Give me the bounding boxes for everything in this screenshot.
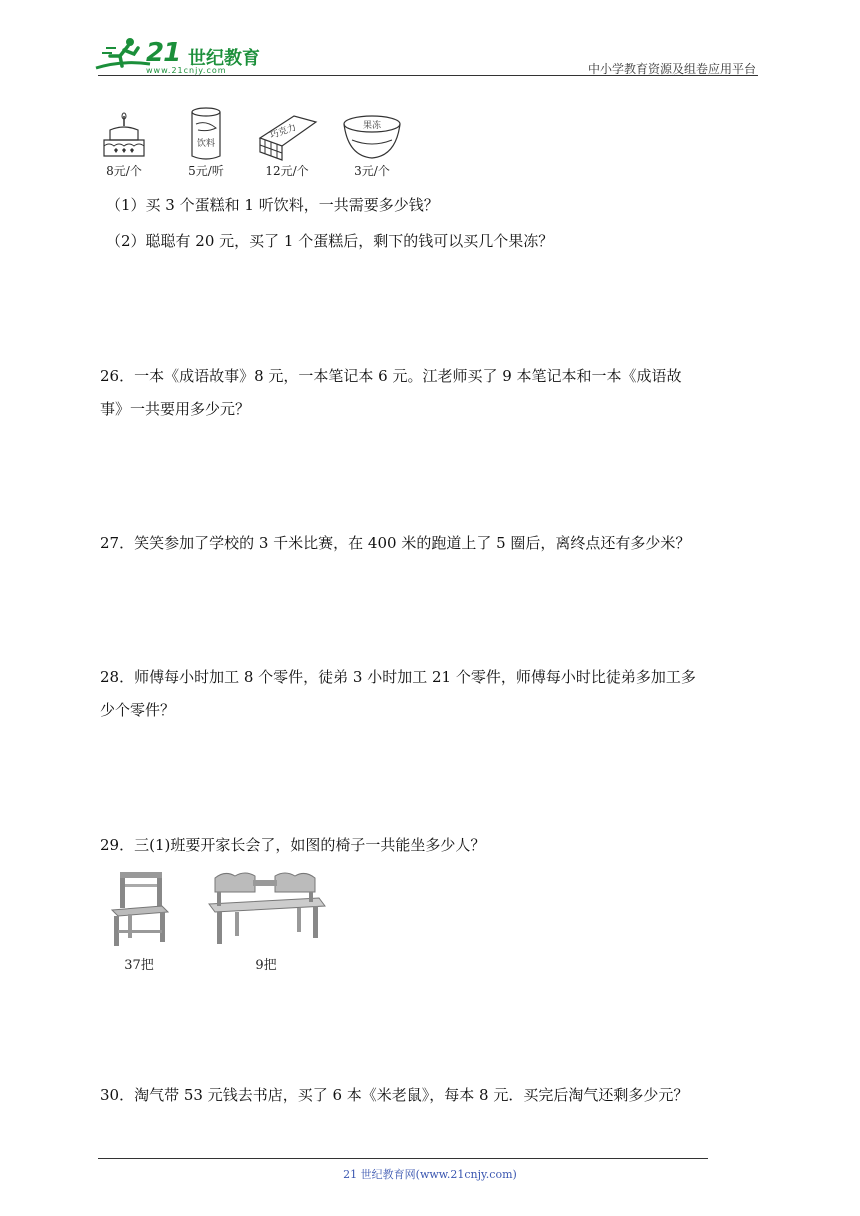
q25-sub2: （2）聪聪有 20 元，买了 1 个蛋糕后，剩下的钱可以买几个果冻？	[106, 232, 554, 250]
question-26	[100, 360, 760, 426]
question-28	[100, 661, 760, 727]
question-28-line1: 28．师傅每小时加工 8 个零件，徒弟 3 小时加工 21 个零件，师傅每小时比徒弟多加工多	[100, 668, 696, 686]
jelly-price: 3元/个	[354, 164, 390, 178]
item-drink	[180, 106, 232, 179]
logo-number: 21	[146, 38, 181, 68]
question-26-line1: 26．一本《成语故事》8 元，一本笔记本 6 元。江老师买了 9 本笔记本和一本《成语故	[100, 367, 682, 385]
runner-logo-icon	[92, 34, 152, 76]
drink-price: 5元/听	[188, 164, 224, 178]
header-divider	[98, 75, 758, 76]
bench-count-label: 9把	[255, 958, 277, 973]
item-jelly	[340, 112, 404, 179]
logo-text: 世纪教育	[188, 48, 260, 69]
question-27: 27．笑笑参加了学校的 3 千米比赛，在 400 米的跑道上了 5 圈后，离终点还有多少米？	[100, 534, 691, 552]
chocolate-label: 巧克力	[268, 122, 298, 142]
question-29: 29．三(1)班要开家长会了，如图的椅子一共能坐多少人？	[100, 836, 486, 854]
item-cake	[98, 112, 150, 179]
drink-label: 饮料	[196, 139, 216, 149]
header-platform-text: 中小学教育资源及组卷应用平台	[587, 62, 756, 76]
jelly-label: 果冻	[362, 121, 382, 131]
item-chocolate	[254, 112, 320, 179]
question-28-line2: 少个零件？	[100, 701, 176, 719]
chair-count-label: 37把	[124, 958, 154, 973]
chair-icon	[106, 870, 172, 950]
jelly-icon	[340, 112, 404, 162]
question-26-line2: 事》一共要用多少元？	[100, 400, 251, 418]
bench-icon	[205, 870, 327, 950]
footer-text: 21 世纪教育网(www.21cnjy.com)	[343, 1168, 517, 1181]
footer-divider	[98, 1158, 708, 1159]
q25-sub1: （1）买 3 个蛋糕和 1 听饮料，一共需要多少钱？	[106, 196, 439, 214]
chocolate-icon	[254, 112, 320, 162]
drink-can-icon	[186, 106, 226, 162]
cake-icon	[100, 112, 148, 162]
cake-price: 8元/个	[106, 164, 142, 178]
question-30: 30．淘气带 53 元钱去书店，买了 6 本《米老鼠》，每本 8 元．买完后淘气还剩多少元？	[100, 1086, 689, 1104]
logo-url: www.21cnjy.com	[146, 66, 227, 75]
chocolate-price: 12元/个	[265, 164, 309, 178]
chair-figure	[104, 870, 174, 973]
bench-figure	[204, 870, 328, 973]
